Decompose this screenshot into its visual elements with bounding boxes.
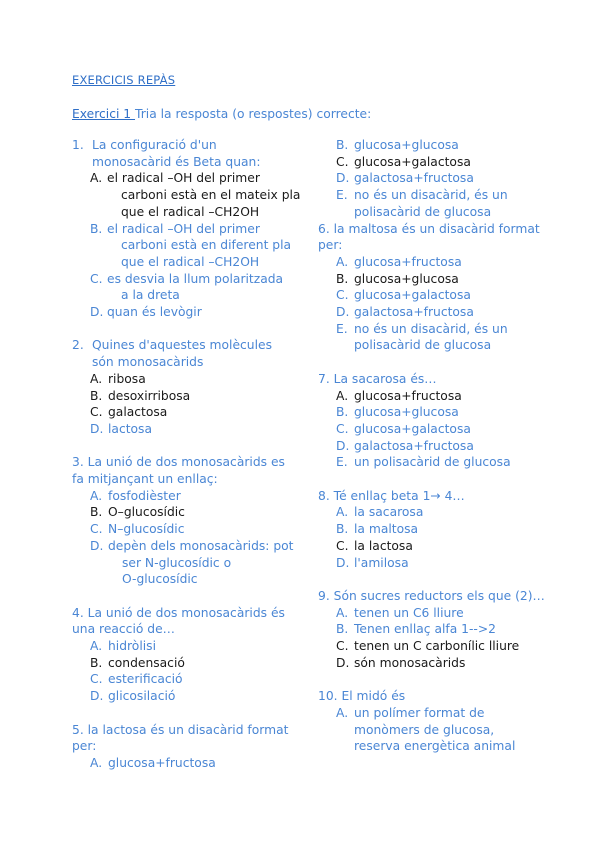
document-title: EXERCICIS REPÀS [72, 73, 176, 87]
question-5-continued [318, 137, 548, 221]
question-1 [72, 137, 304, 321]
question-1-option-d: D. quan és levògir [90, 305, 202, 320]
question-10-option-a: A. un polímer format de monòmers de glucosa, reserva energètica animal [336, 705, 516, 754]
question-10 [318, 688, 548, 755]
question-4-text: 4. La unió de dos monosacàrids és una reacció de… [72, 605, 285, 637]
question-4-option-b: B. condensació [90, 655, 185, 670]
question-8-option-d: D. l'amilosa [336, 555, 409, 570]
question-10-text: 10. El midó és [318, 689, 406, 704]
question-4-option-a: A. hidròlisi [90, 639, 156, 654]
question-6-option-e: E. no és un disacàrid, és un polisacàrid de glucosa [336, 321, 508, 353]
question-3-option-b: B. O–glucosídic [90, 505, 185, 520]
question-4-option-d: D. glicosilació [90, 689, 176, 704]
question-2-text: 2. Quines d'aquestes molècules són monosacàrids [72, 338, 272, 370]
question-3-option-a: A. fosfodièster [90, 488, 181, 503]
question-7-option-e: E. un polisacàrid de glucosa [336, 455, 511, 470]
question-1-option-a: A. el radical –OH del primer carboni està en el mateix pla que el radical –CH2OH [90, 171, 301, 219]
question-3 [72, 454, 304, 588]
question-1-text: 1. La configuració d'un monosacàrid és Beta quan: [72, 138, 261, 169]
question-7-option-a: A. glucosa+fructosa [336, 388, 462, 403]
question-7 [318, 371, 548, 471]
question-9-option-a: A. tenen un C6 lliure [336, 605, 464, 620]
exercise-intro [72, 106, 371, 123]
right-column [318, 137, 548, 772]
question-3-option-c: C. N–glucosídic [90, 522, 185, 537]
question-7-text: 7. La sacarosa és… [318, 371, 437, 386]
question-2-option-a: A. ribosa [90, 371, 146, 386]
question-8-option-c: C. la lactosa [336, 538, 413, 553]
question-1-option-c: C. es desvia la llum polaritzada a la dreta [90, 271, 284, 303]
question-3-text: 3. La unió de dos monosacàrids es fa mitjançant un enllaç: [72, 455, 285, 487]
exercise-label: Exercici 1 [72, 107, 136, 121]
question-5-option-b: B. glucosa+glucosa [336, 138, 459, 152]
question-4 [72, 605, 304, 705]
question-5-option-a: A. glucosa+fructosa [90, 755, 216, 770]
question-3-option-d: D. depèn dels monosacàrids: pot ser N-glucosídic o O-glucosídic [90, 538, 294, 587]
question-6-option-c: C. glucosa+galactosa [336, 288, 471, 303]
question-2-option-b: B. desoxirribosa [90, 388, 191, 403]
question-6-text: 6. la maltosa és un disacàrid format per: [318, 221, 540, 253]
question-6-option-b: B. glucosa+glucosa [336, 271, 459, 286]
question-9-text: 9. Són sucres reductors els que (2)… [318, 588, 545, 603]
question-6-option-a: A. glucosa+fructosa [336, 254, 462, 269]
question-5-text: 5. la lactosa és un disacàrid format per: [72, 722, 289, 754]
question-5-option-e: E. no és un disacàrid, és un polisacàrid de glucosa [336, 188, 508, 219]
exercise-instruction: Tria la resposta (o respostes) correcte: [135, 107, 372, 121]
question-2 [72, 337, 304, 437]
question-8 [318, 488, 548, 572]
question-8-text: 8. Té enllaç beta 1→ 4… [318, 488, 465, 503]
question-8-option-b: B. la maltosa [336, 522, 419, 537]
question-1-option-b: B. el radical –OH del primer carboni està en diferent pla que el radical –CH2OH [90, 221, 292, 269]
question-4-option-c: C. esterificació [90, 672, 183, 687]
question-2-option-c: C. galactosa [90, 405, 168, 420]
question-5-option-c: C. glucosa+galactosa [336, 154, 471, 169]
question-6-option-d: D. galactosa+fructosa [336, 305, 474, 320]
question-5-option-d: D. galactosa+fructosa [336, 171, 474, 186]
question-9-option-d: D. són monosacàrids [336, 655, 466, 670]
question-9 [318, 588, 548, 672]
question-9-option-b: B. Tenen enllaç alfa 1-->2 [336, 622, 496, 637]
question-5 [72, 722, 304, 772]
question-9-option-c: C. tenen un C carbonílic lliure [336, 639, 520, 654]
question-7-option-c: C. glucosa+galactosa [336, 421, 471, 436]
question-2-option-d: D. lactosa [90, 421, 152, 436]
question-7-option-b: B. glucosa+glucosa [336, 405, 459, 420]
left-column [72, 137, 304, 788]
question-7-option-d: D. galactosa+fructosa [336, 438, 474, 453]
question-8-option-a: A. la sacarosa [336, 505, 424, 520]
question-6 [318, 221, 548, 355]
